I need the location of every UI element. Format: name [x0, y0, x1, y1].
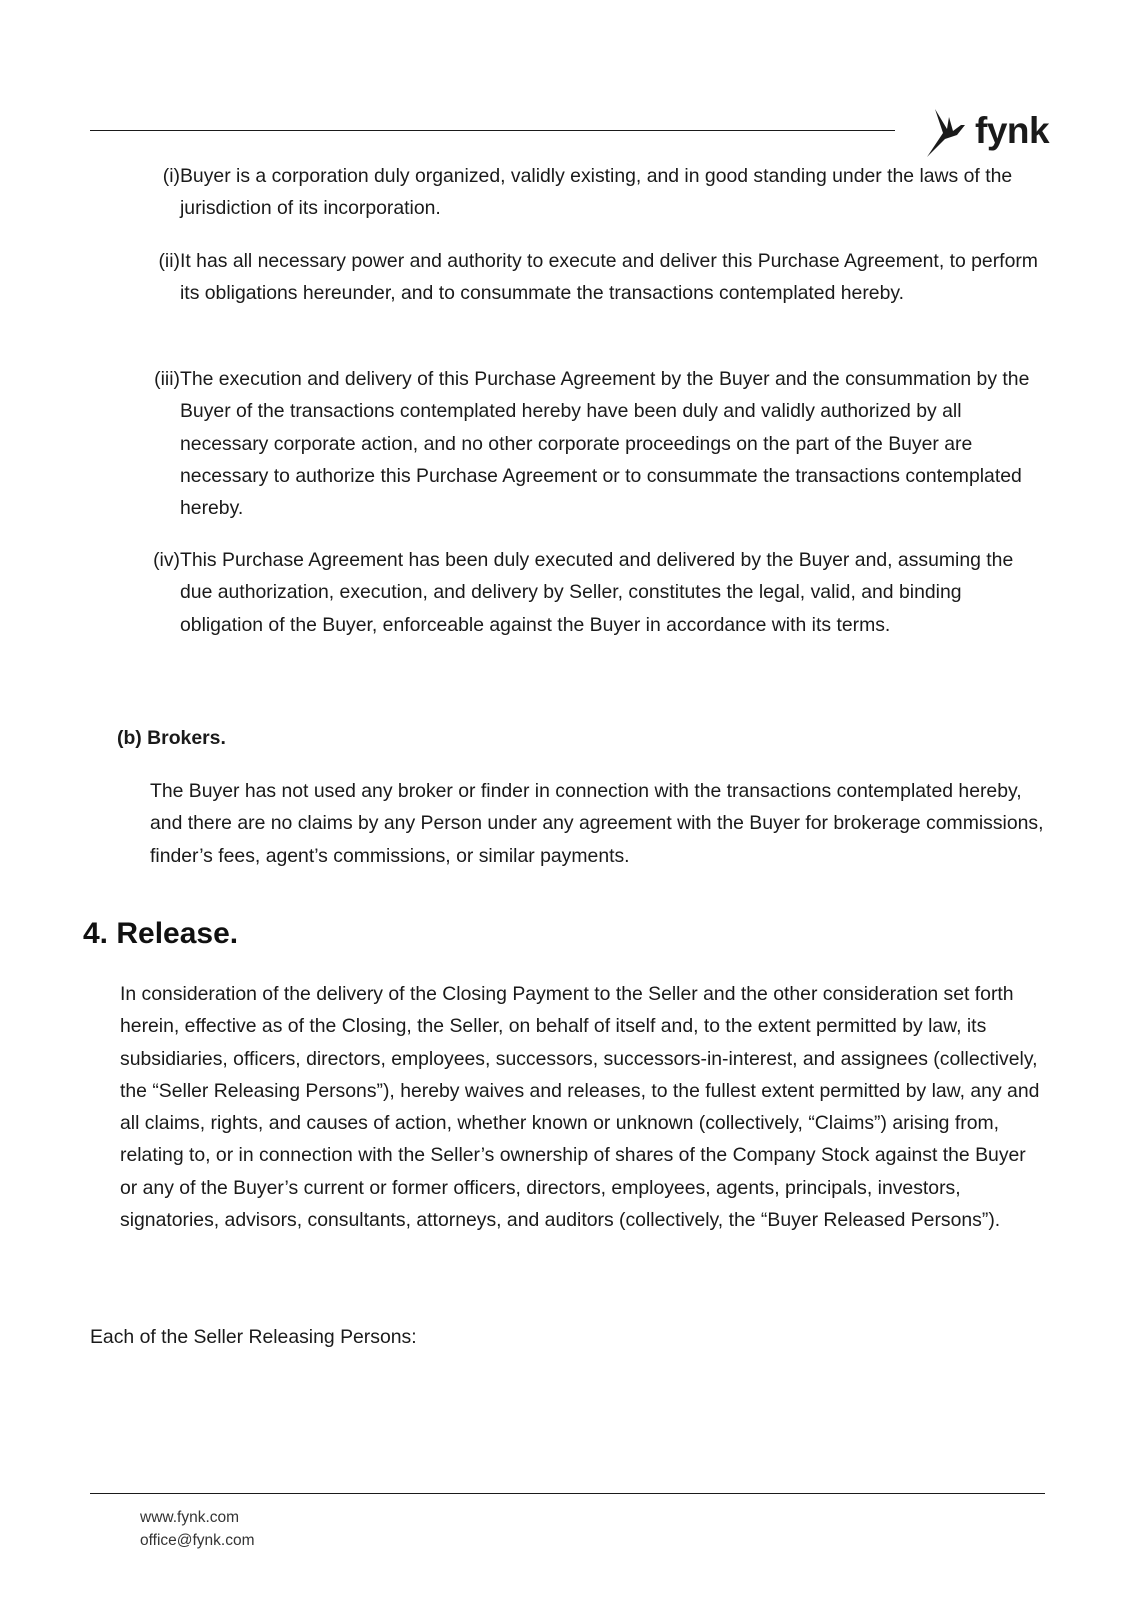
release-heading: 4. Release.: [83, 917, 239, 950]
footer-website: www.fynk.com: [140, 1509, 240, 1526]
list-item: [154, 363, 1045, 524]
fynk-bird-icon: [921, 105, 971, 161]
list-item: [162, 160, 1045, 225]
footer-divider: [90, 1493, 1045, 1494]
header-divider: [90, 130, 895, 131]
list-item-text: This Purchase Agreement has been duly executed and delivered by the Buyer and, assuming the due authorization, execution, and delivery by Seller, constitutes the legal, valid, and binding obligation of the Buyer, enforceable against the Buyer in accordance with its terms.: [180, 549, 1014, 636]
list-item-text: The execution and delivery of this Purchase Agreement by the Buyer and the consummation by the Buyer of the transactions contemplated hereby have been duly and validly authorized by all necessary corporate action, and no other corporate proceedings on the part of the Buyer are necessary to authorize this Purchase Agreement or to consummate the transactions contemplated hereby.: [180, 368, 1030, 520]
list-marker: (iii): [154, 368, 180, 390]
brokers-heading: (b) Brokers.: [117, 727, 226, 749]
list-item: [158, 245, 1045, 310]
release-lead-in: Each of the Seller Releasing Persons:: [90, 1326, 417, 1348]
fynk-logo: [921, 105, 1051, 161]
list-item: [153, 544, 1045, 641]
release-paragraph: In consideration of the delivery of the Closing Payment to the Seller and the other consideration set forth herein, effective as of the Closing, the Seller, on behalf of itself and, to the extent permitted by law, its subsidiaries, officers, directors, employees, successors, successors-in-interest, and assignees (collectively, the “Seller Releasing Persons”), hereby waives and releases, to the fullest extent permitted by law, any and all claims, rights, and causes of action, whether known or unknown (collectively, “Claims”) arising from, relating to, or in connection with the Seller’s ownership of shares of the Company Stock against the Buyer or any of the Buyer’s current or former officers, directors, employees, agents, principals, investors, signatories, advisors, consultants, attorneys, and auditors (collectively, the “Buyer Released Persons”).: [120, 983, 1040, 1232]
brokers-paragraph: The Buyer has not used any broker or finder in connection with the transactions contemplated hereby, and there are no claims by any Person under any agreement with the Buyer for brokerage commissions, finder’s fees, agent’s commissions, or similar payments.: [150, 780, 1044, 867]
logo-wordmark: fynk: [975, 110, 1050, 151]
list-item-text: Buyer is a corporation duly organized, validly existing, and in good standing under the laws of the jurisdiction of its incorporation.: [180, 165, 1013, 220]
list-marker: (iv): [153, 549, 180, 571]
list-marker: (ii): [158, 250, 180, 272]
list-item-text: It has all necessary power and authority to execute and deliver this Purchase Agreement, to perform its obligations hereunder, and to consummate the transactions contemplated hereby.: [180, 250, 1038, 305]
footer-email: office@fynk.com: [140, 1532, 255, 1549]
list-marker: (i): [162, 165, 180, 187]
